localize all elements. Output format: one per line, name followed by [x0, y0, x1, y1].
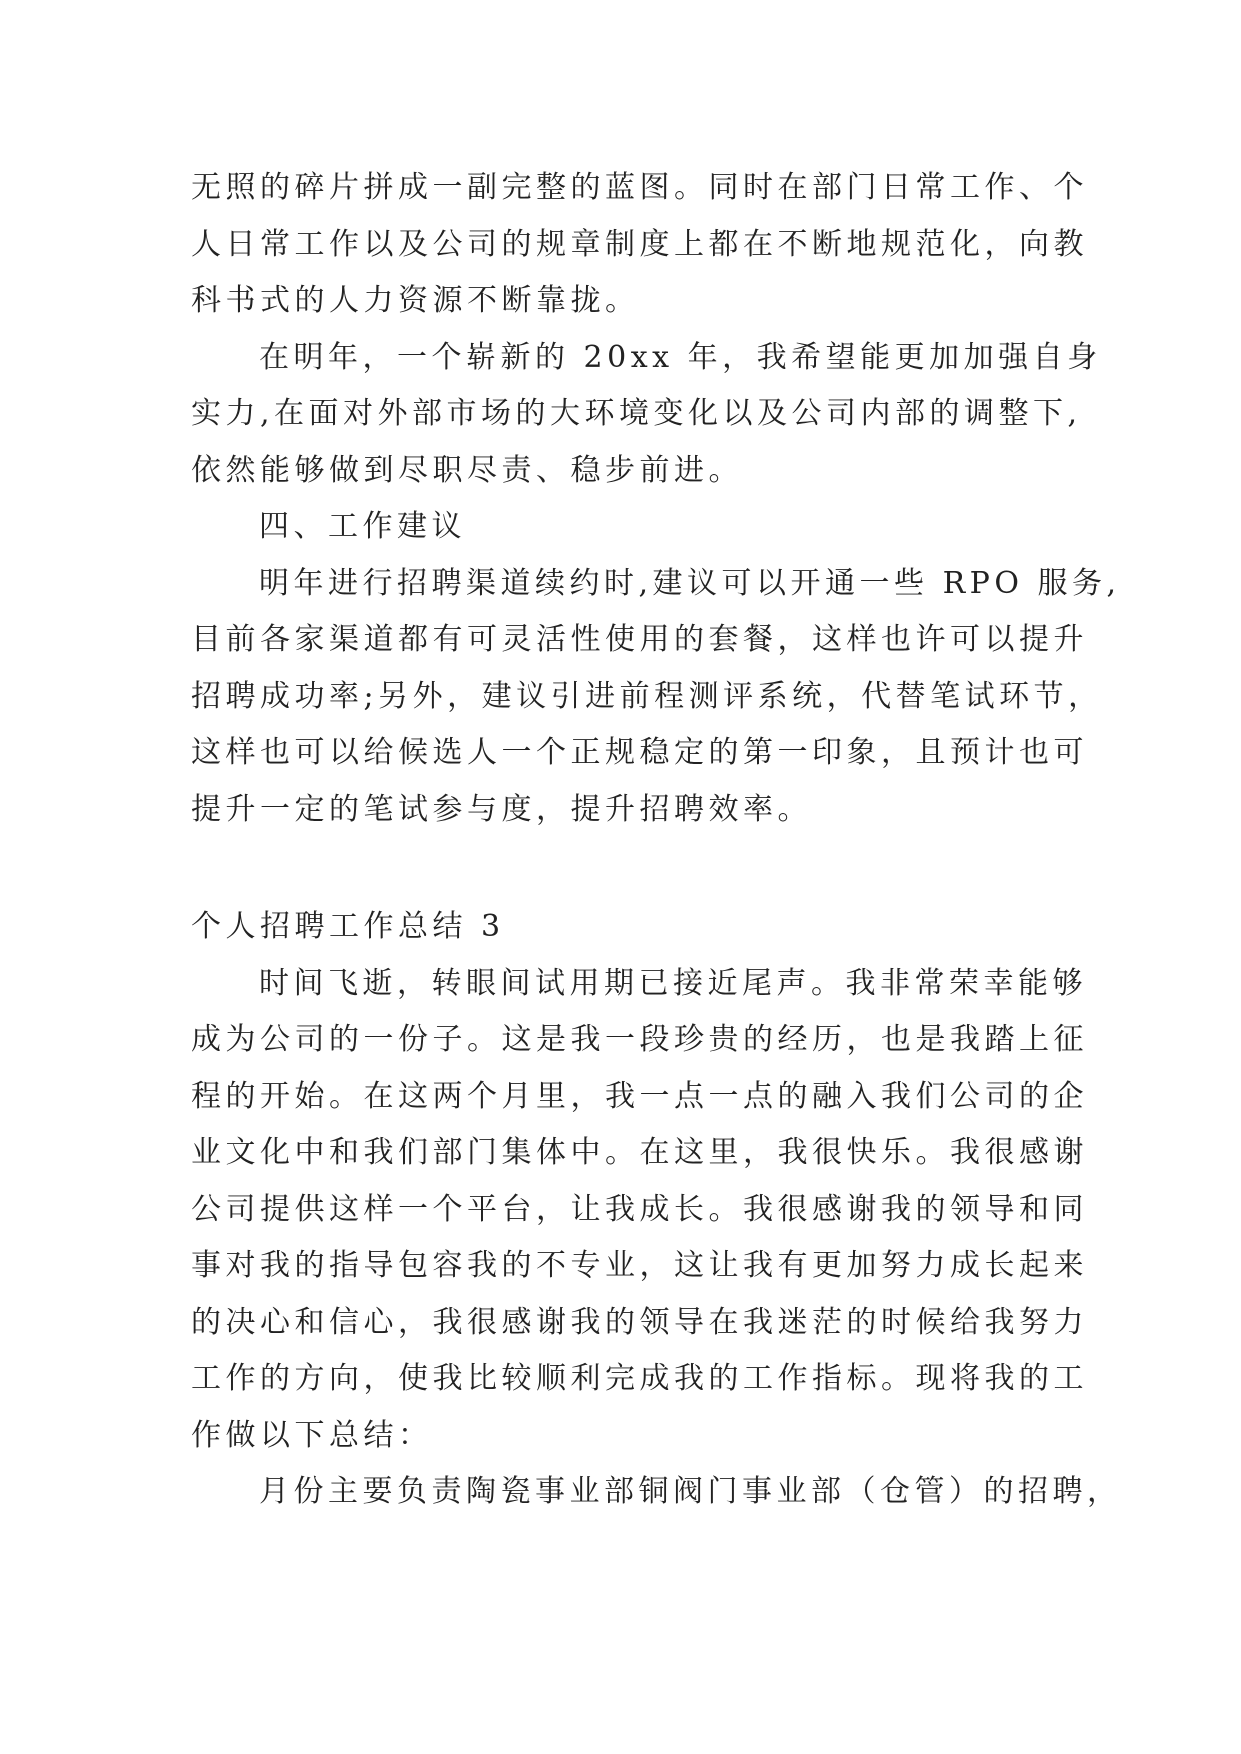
text-line: 时间飞逝，转眼间试用期已接近尾声。我非常荣幸能够	[259, 965, 1087, 1001]
text-line: 作做以下总结：	[191, 1417, 433, 1453]
text-line: 程的开始。在这两个月里，我一点一点的融入我们公司的企	[191, 1078, 1088, 1114]
text-line: 招聘成功率;另外，建议引进前程测评系统，代替笔试环节，	[191, 678, 1103, 714]
text-line: 工作的方向，使我比较顺利完成我的工作指标。现将我的工	[191, 1361, 1088, 1396]
text-line: 月份主要负责陶瓷事业部铜阀门事业部（仓管）的招聘，	[259, 1474, 1122, 1509]
text-line: 在明年，一个崭新的 20xx 年，我希望能更加加强自身	[259, 339, 1102, 375]
document-heading-summary-3	[191, 899, 1051, 956]
text-line: 的决心和信心，我很感谢我的领导在我迷茫的时候给我努力	[191, 1304, 1088, 1340]
text-line: 这样也可以给候选人一个正规稳定的第一印象，且预计也可	[191, 735, 1088, 770]
section-title-work-suggestions	[191, 499, 1051, 556]
text-line: 科书式的人力资源不断靠拢。	[191, 283, 640, 318]
text-line: 成为公司的一份子。这是我一段珍贵的经历，也是我踏上征	[191, 1022, 1088, 1057]
paragraph-probation	[191, 956, 1088, 1465]
paragraph-next-year	[191, 330, 1102, 500]
paragraph-blueprint	[191, 160, 1088, 330]
text-line: 提升一定的笔试参与度，提升招聘效率。	[191, 791, 812, 827]
paragraph-suggestions	[191, 556, 1121, 839]
text-line: 实力,在面对外部市场的大环境变化以及公司内部的调整下,	[191, 396, 1082, 431]
text-line: 无照的碎片拼成一副完整的蓝图。同时在部门日常工作、个	[191, 170, 1088, 205]
text-line: 公司提供这样一个平台，让我成长。我很感谢我的领导和同	[191, 1191, 1088, 1227]
document-body	[191, 160, 1122, 1521]
text-line: 业文化中和我们部门集体中。在这里，我很快乐。我很感谢	[191, 1135, 1088, 1170]
text-line: 四、工作建议	[259, 509, 466, 544]
paragraph-monthly-recruiting	[191, 1464, 1122, 1521]
text-line: 人日常工作以及公司的规章制度上都在不断地规范化，向教	[191, 226, 1088, 262]
text-line: 个人招聘工作总结 3	[191, 909, 505, 944]
text-line: 事对我的指导包容我的不专业，这让我有更加努力成长起来	[191, 1248, 1088, 1283]
text-line: 目前各家渠道都有可灵活性使用的套餐，这样也许可以提升	[191, 622, 1088, 657]
text-line: 依然能够做到尽职尽责、稳步前进。	[191, 452, 743, 488]
text-line: 明年进行招聘渠道续约时,建议可以开通一些 RPO 服务,	[259, 565, 1121, 601]
